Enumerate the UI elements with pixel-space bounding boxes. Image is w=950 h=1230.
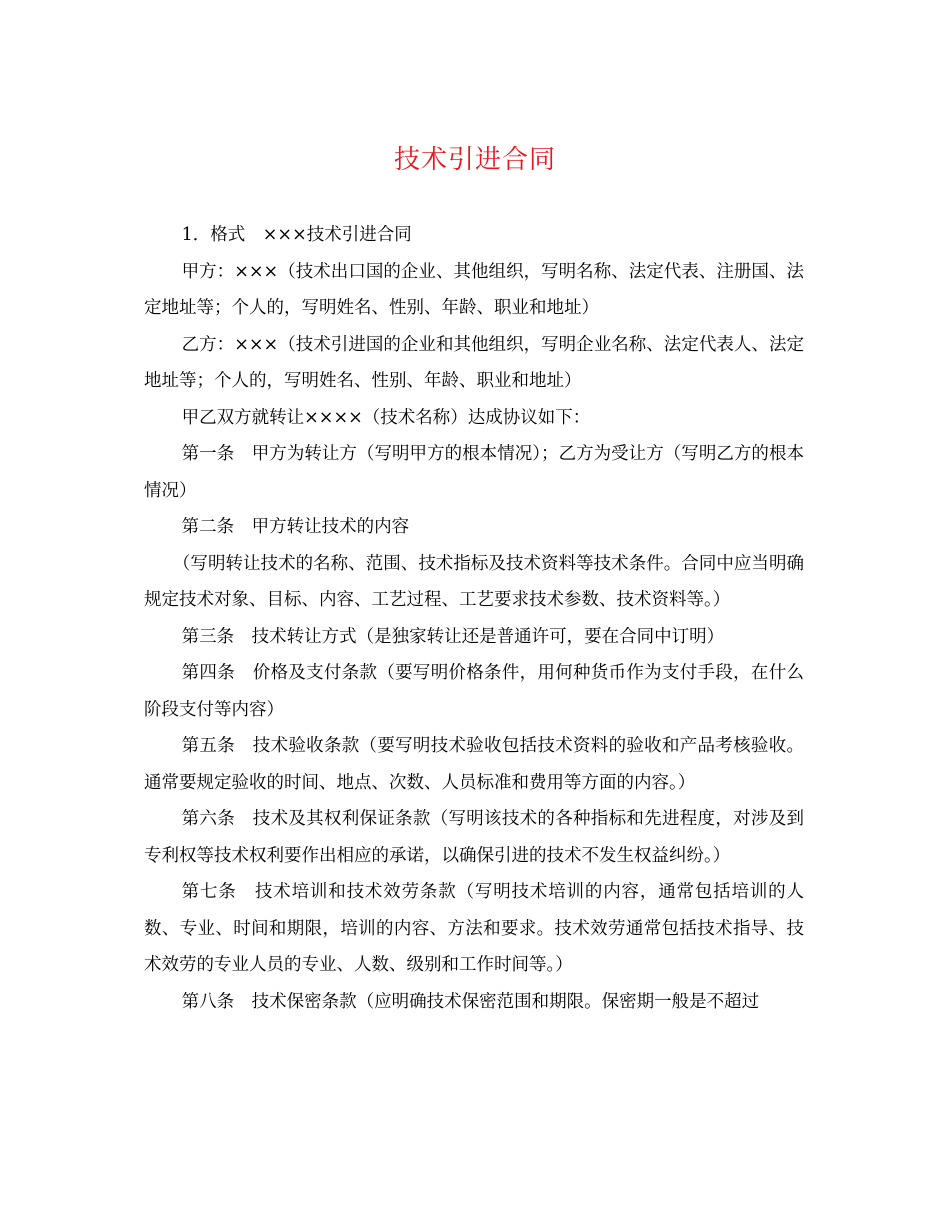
paragraph-article-7: 第七条 技术培训和技术效劳条款（写明技术培训的内容，通常包括培训的人数、专业、时间和期限，培训的内容、方法和要求。技术效劳通常包括技术指导、技术效劳的专业人员的专业、人数、级别和工作时间等。）	[144, 882, 804, 975]
paragraph-party-b: 乙方：×××（技术引进国的企业和其他组织，写明企业名称、法定代表人、法定地址等；个人的，写明姓名、性别、年龄、职业和地址）	[144, 334, 804, 391]
paragraph-agreement-intro: 甲乙双方就转让××××（技术名称）达成协议如下：	[181, 407, 591, 428]
paragraph-article-8: 第八条 技术保密条款（应明确技术保密范围和期限。保密期一般是不超过	[181, 991, 760, 1012]
paragraph-article-1: 第一条 甲方为转让方（写明甲方的根本情况）；乙方为受让方（写明乙方的根本情况）	[144, 444, 804, 501]
paragraph-article-5: 第五条 技术验收条款（要写明技术验收包括技术资料的验收和产品考核验收。通常要规定验收的时间、地点、次数、人员标准和费用等方面的内容。）	[144, 736, 804, 793]
paragraph-article-4: 第四条 价格及支付条款（要写明价格条件，用何种货币作为支付手段，在什么阶段支付等内容）	[144, 663, 804, 720]
paragraph-article-2: 第二条 甲方转让技术的内容	[181, 517, 410, 537]
paragraph-format: 1．格式 ×××技术引进合同	[181, 225, 412, 245]
paragraph-article-3: 第三条 技术转让方式（是独家转让还是普通许可，要在合同中订明）	[181, 626, 725, 647]
paragraph-party-a: 甲方：×××（技术出口国的企业、其他组织，写明名称、法定代表、注册国、法定地址等；个人的，写明姓名、性别、年龄、职业和地址）	[144, 261, 804, 318]
document-body	[144, 217, 804, 1020]
paragraph-article-6: 第六条 技术及其权利保证条款（写明该技术的各种指标和先进程度，对涉及到专利权等技术权利要作出相应的承诺，以确保引进的技术不发生权益纠纷。）	[144, 809, 804, 866]
document-title: 技术引进合同	[393, 145, 556, 175]
paragraph-article-2-detail: （写明转让技术的名称、范围、技术指标及技术资料等技术条件。合同中应当明确规定技术对象、目标、内容、工艺过程、工艺要求技术参数、技术资料等。）	[144, 553, 804, 610]
